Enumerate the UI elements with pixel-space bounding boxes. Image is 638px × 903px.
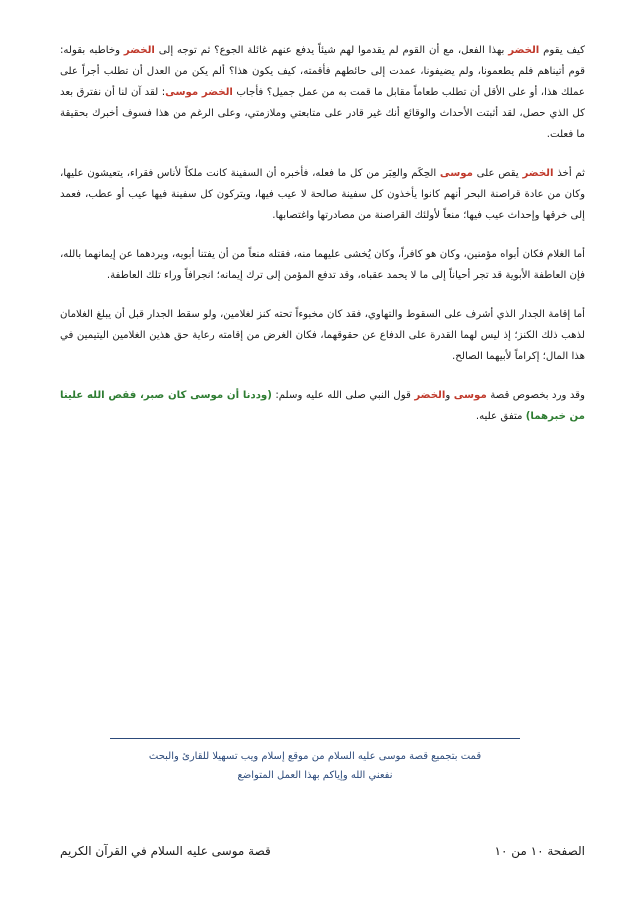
paragraph	[60, 304, 585, 367]
paragraph	[60, 163, 585, 226]
text-segment: يقص على	[472, 168, 523, 179]
hadith-quote: (وددنا أن موسى كان صبر، فقص الله علينا من خبرهما)	[60, 390, 585, 422]
highlighted-name: الخضر	[414, 390, 446, 401]
text-segment: ثم أخذ	[553, 168, 585, 179]
footer-title: قصة موسى عليه السلام في القرآن الكريم	[60, 844, 271, 858]
paragraph	[60, 40, 585, 145]
page-number: الصفحة ١٠ من ١٠	[494, 844, 585, 858]
text-segment: كيف يقوم	[539, 45, 585, 56]
highlighted-name: موسى	[453, 390, 487, 401]
footnote-line: نفعني الله وإياكم بهذا العمل المتواضع	[237, 770, 393, 781]
text-segment: : لقد آن لنا أن نفترق بعد كل الذي حصل، لقد أثبتت الأحداث والوقائع أنك غير قادر على متابعتي وملازمتي، وعلى الرغم من هذا فسوف أخبرك بحقيقة ما فعلت.	[60, 87, 585, 140]
text-segment: متفق عليه.	[475, 411, 526, 422]
document-body	[60, 40, 585, 445]
paragraph	[60, 385, 585, 427]
footnote	[110, 738, 520, 785]
footnote-line: قمت بتجميع قصة موسى عليه السلام من موقع إسلام ويب تسهيلا للقارئ والبحث	[148, 751, 482, 762]
text-segment: أما إقامة الجدار الذي أشرف على السقوط والتهاوي، فقد كان مخبوءاً تحته كنز لغلامين، ولو سقط الجدار قبل أن يبلغ الغلامان لذهب ذلك الكنز؛ إذ ليس لهما القدرة على الدفاع عن حقوقهما، فكان الغرض من إقامته رعاية حق هذين الغلامين اليتيمين في هذا المال؛ إكراماً لأبيهما الصالح.	[60, 309, 585, 362]
text-segment: بهذا الفعل، مع أن القوم لم يقدموا لهم شيئاً يدفع عنهم غائلة الجوع؟ ثم توجه إلى	[154, 45, 509, 56]
page-footer	[60, 840, 585, 862]
text-segment: أما الغلام فكان أبواه مؤمنين، وكان هو كافراً، وكان يُخشى عليهما منه، فقتله منعاً من أن يفتنا أبويه، ويردهما عن إيمانهما بالله، فإن العاطفة الأبوية قد تجر أحياناً إلى ما لا يحمد عقباه، وقد تدفع المؤمن إلى ترك إيمانه؛ انجرافاً وراء تلك العاطفة.	[60, 249, 585, 281]
highlighted-name: موسى	[439, 168, 473, 179]
text-segment: الحِكَم والعِبَر من كل ما فعله، فأخبره أن السفينة كانت ملكاً لأناس فقراء، يتعيشون عليها، وكان من عادة قراصنة البحر أنهم كانوا يأخذون كل سفينة صالحة لا عيب فيها، ويتركون كل سفينة فيها عيب أو عطب، فعمد إلى خرقها وإحداث عيب فيها؛ منعاً لأولئك القراصنة من مصادرتها واغتصابها.	[60, 168, 585, 221]
text-segment: وقد ورد بخصوص قصة	[486, 390, 585, 401]
text-segment: قول النبي صلى الله عليه وسلم:	[271, 390, 415, 401]
text-segment: وخاطبه بقوله: قوم أتيناهم فلم يطعمونا، ولم يضيفونا، عمدت إلى حائطهم فأقمته، كيف يكون هذا؟ ألم يكن من العدل أن تطلب أجراً على عملك هذا، أو على الأقل أن تطلب طعاماً مقابل ما قمت به من عمل جميل؟ فأجاب	[60, 45, 585, 98]
highlighted-name: الخضر	[123, 45, 155, 56]
text-segment: و	[445, 390, 454, 401]
paragraph	[60, 244, 585, 286]
highlighted-name: الخضر	[522, 168, 554, 179]
highlighted-name: الخضر موسى	[165, 87, 233, 98]
footnote-divider	[110, 738, 520, 739]
highlighted-name: الخضر	[508, 45, 540, 56]
